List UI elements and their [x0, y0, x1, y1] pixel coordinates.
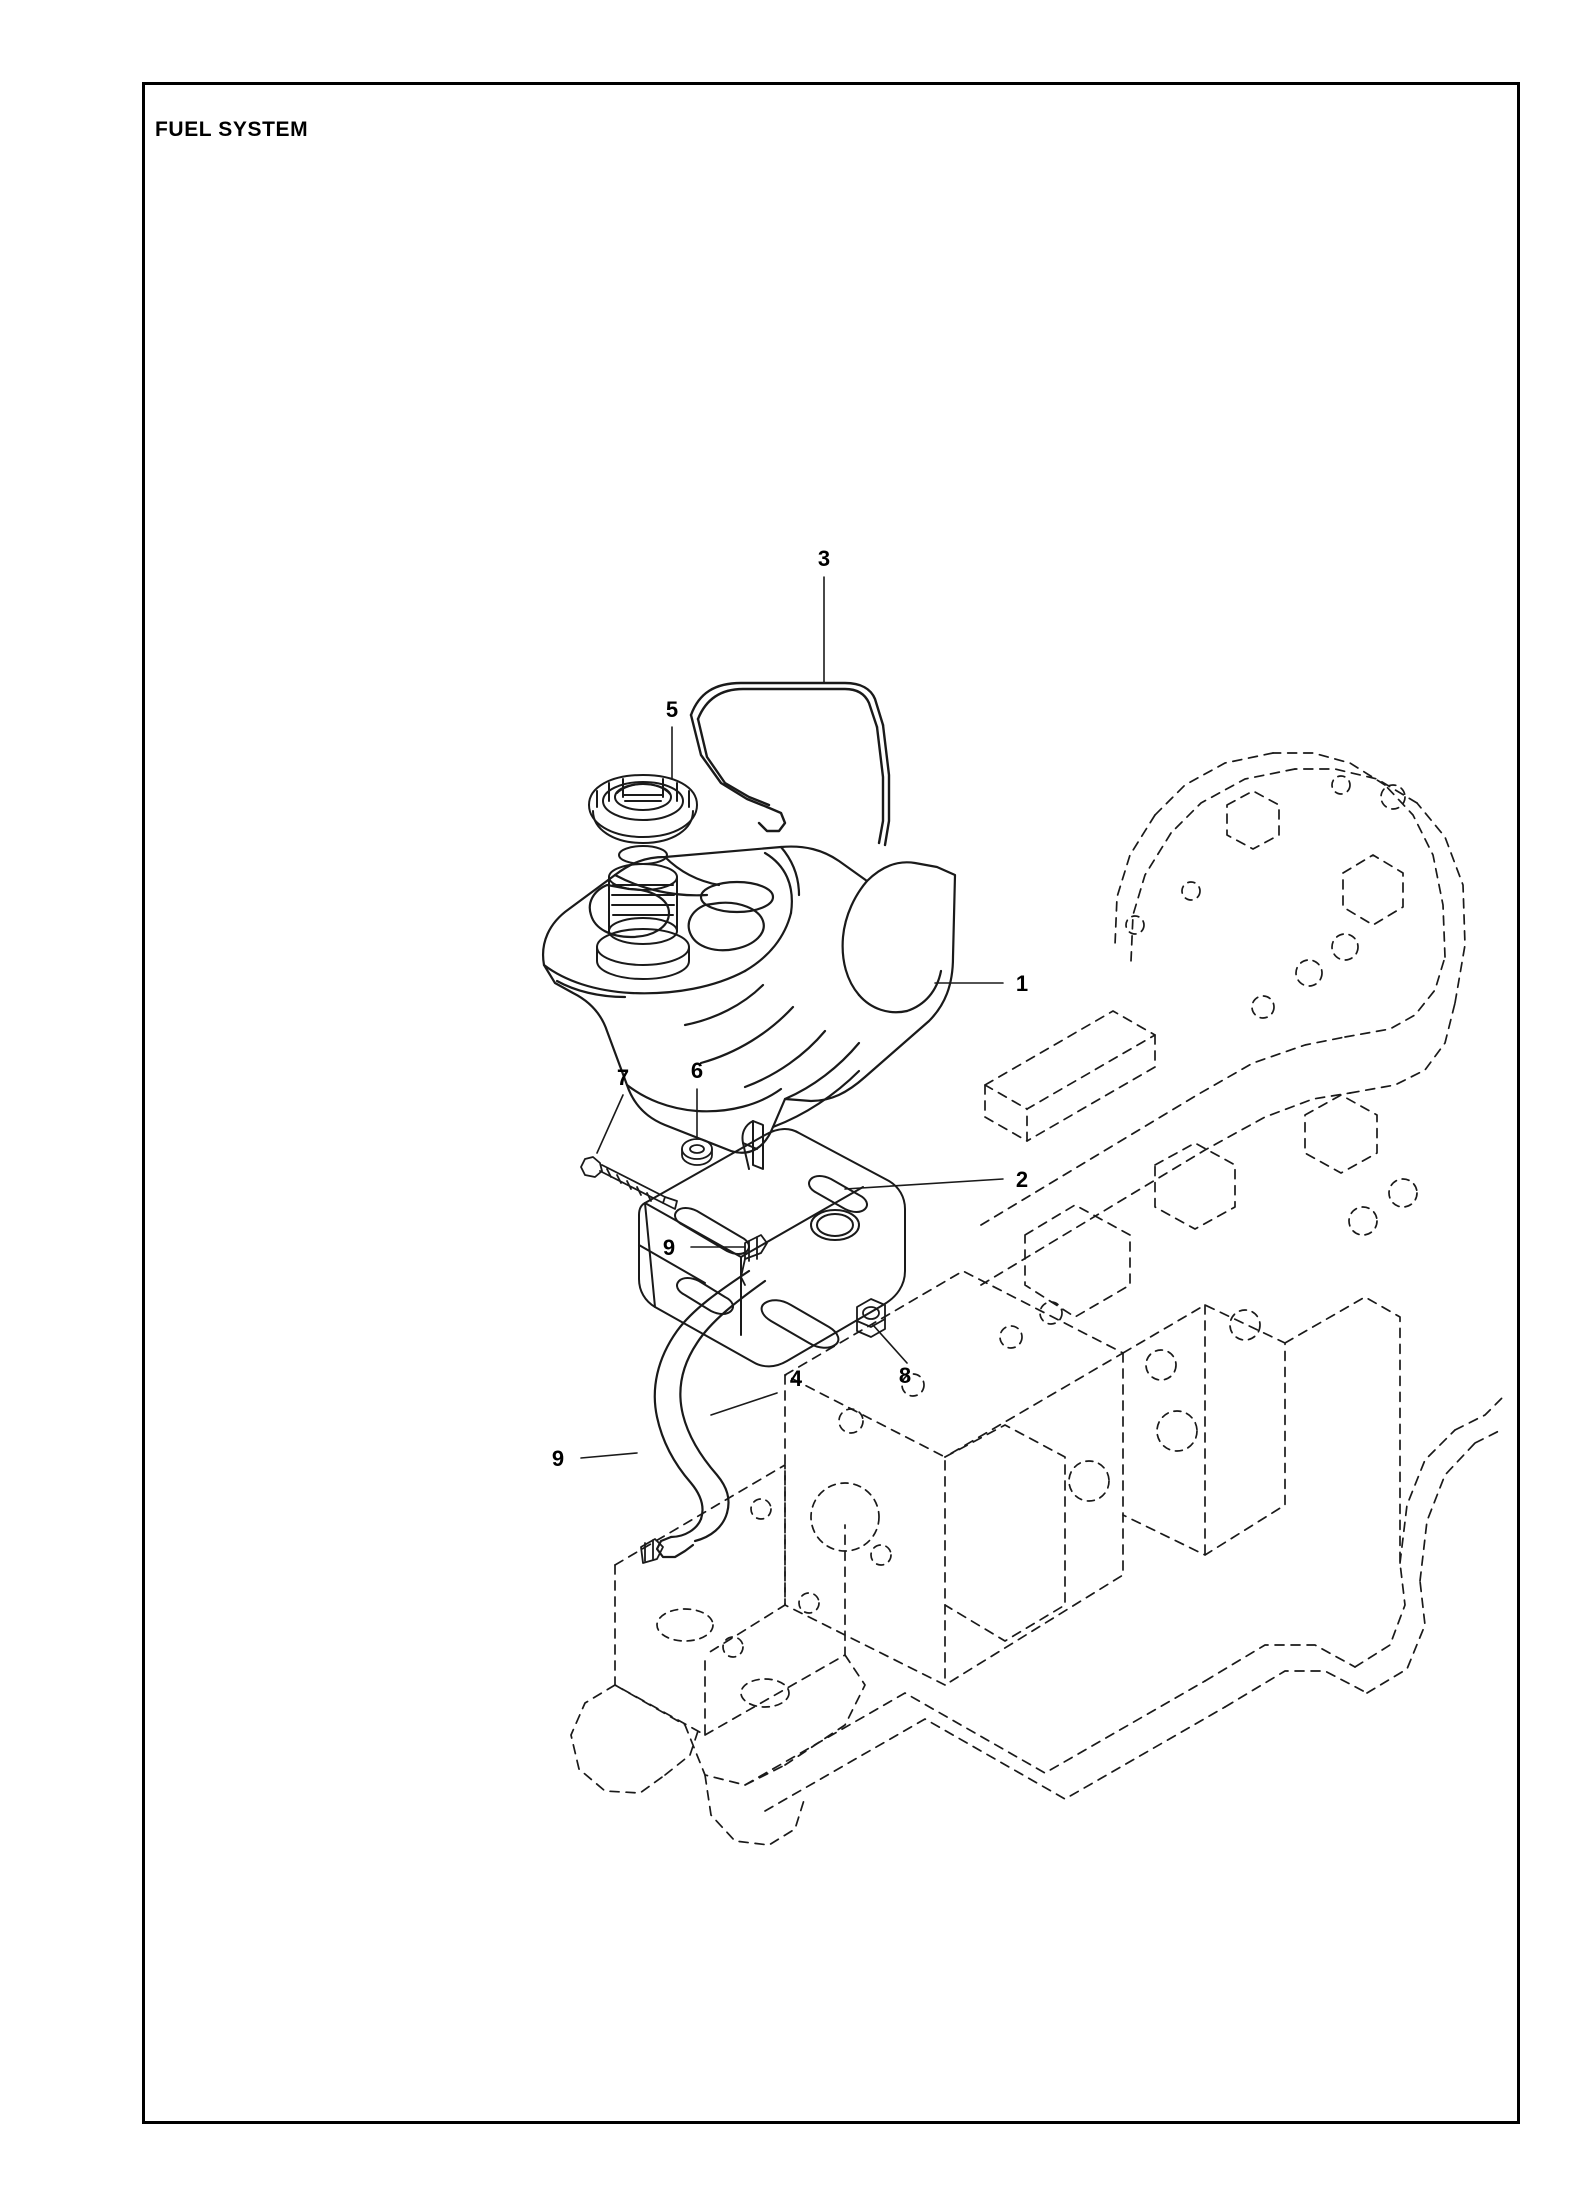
- callout-3: 3: [817, 546, 831, 571]
- washer: [682, 1139, 712, 1165]
- callout-1: 1: [1015, 971, 1029, 996]
- callout-8: 8: [898, 1363, 912, 1388]
- screw: [581, 1157, 677, 1209]
- callout-4: 4: [789, 1366, 803, 1391]
- fuel-system-diagram: [145, 85, 1517, 2121]
- tank-retainer-rod: [691, 683, 889, 845]
- fuel-cap: [589, 775, 697, 843]
- fuel-tank-body: [543, 847, 955, 1153]
- page-title: FUEL SYSTEM: [155, 118, 309, 141]
- callout-7: 7: [616, 1065, 630, 1090]
- fuel-hose: [655, 1271, 765, 1557]
- callout-2: 2: [1015, 1167, 1029, 1192]
- callout-5: 5: [665, 697, 679, 722]
- callout-6: 6: [690, 1058, 704, 1083]
- callout-9-lower: 9: [551, 1446, 565, 1471]
- hose-clamp-upper: [741, 1235, 767, 1285]
- callout-leader-lines: [581, 577, 1003, 1458]
- callout-9-upper: 9: [662, 1235, 676, 1260]
- chassis-holes: [657, 776, 1417, 1707]
